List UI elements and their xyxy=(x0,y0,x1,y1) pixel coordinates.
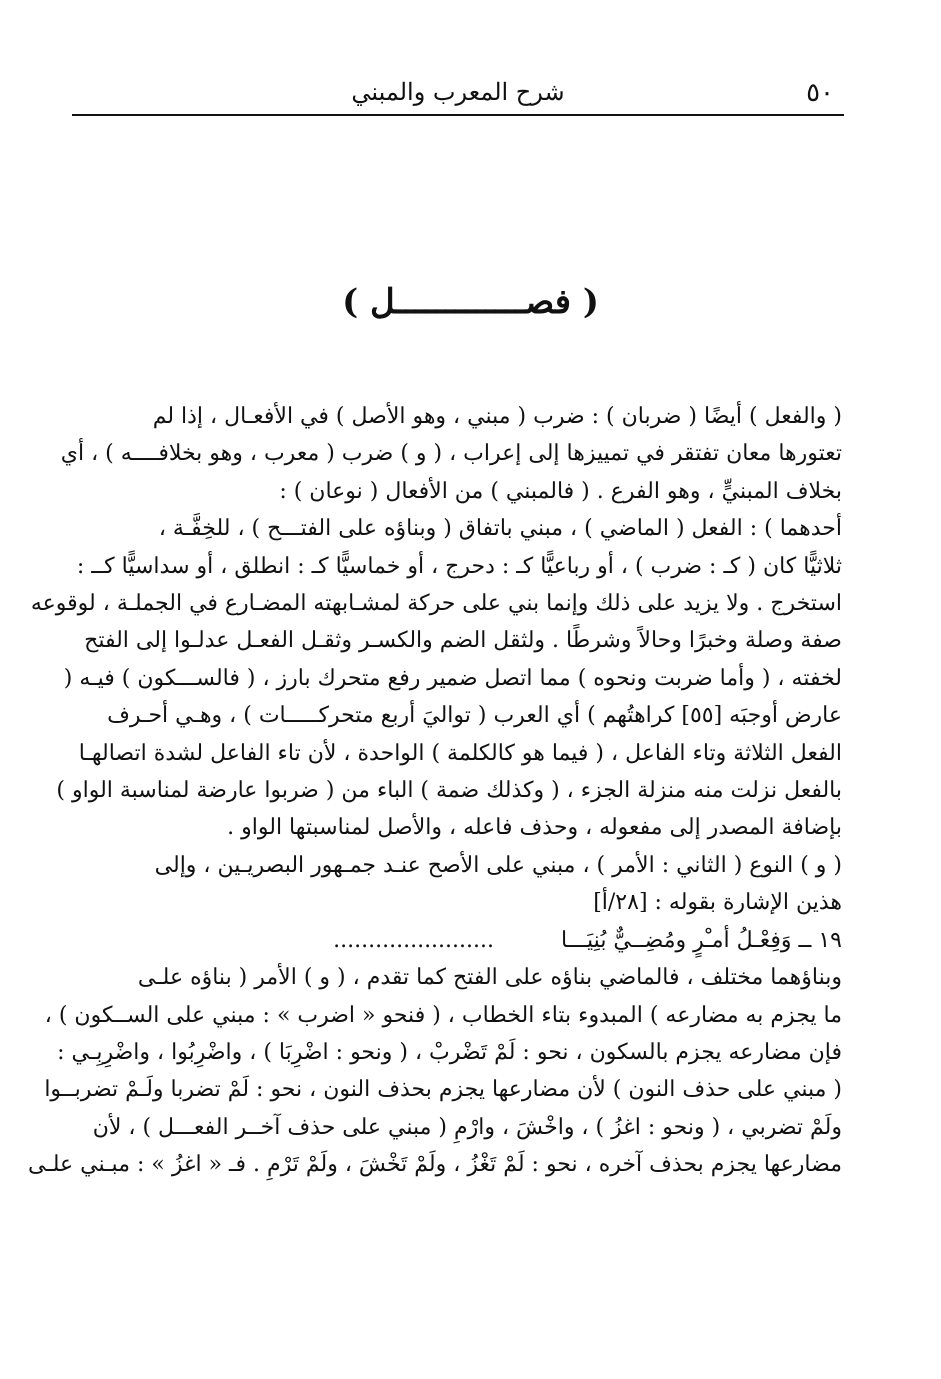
text-line: هذين الإشارة بقوله : [٢٨/أ] xyxy=(593,890,842,916)
text-line: بإضافة المصدر إلى مفعوله ، وحذف فاعله ، والأصل لمناسبتها الواو . xyxy=(227,815,842,841)
text-line: استخرج . ولا يزيد على ذلك وإنما بني على حركة لمشـابهته المضـارع في الجملـة ، لوقوعه xyxy=(30,591,842,617)
header-rule xyxy=(72,114,844,116)
text-line: ( مبني على حذف النون ) لأن مضارعها يجزم بحذف النون ، نحو : لَمْ تضربا ولَـمْ تضربــوا xyxy=(44,1077,842,1103)
text-line: أحدهما ) : الفعل ( الماضي ) ، مبني باتفاق ( وبناؤه على الفتـــح ) ، للخِفَّـة ، xyxy=(158,516,842,542)
text-line: ( والفعل ) أيضًا ( ضربان ) : ضرب ( مبني ، وهو الأصل ) في الأفعـال ، إذا لم xyxy=(152,404,842,429)
text-line: تعتورها معان تفتقر في تمييزها إلى إعراب ، ( و ) ضرب ( معرب ، وهو بخلافــــه ) ، أي xyxy=(60,441,842,467)
text-line: صفة وصلة وخبرًا وحالاً وشرطًا . ولثقل الضم والكسـر وثقـل الفعـل عدلـوا إلى الفتح xyxy=(84,628,842,654)
running-title: شرح المعرب والمبني xyxy=(351,78,565,106)
text-line: لخفته ، ( وأما ضربت ونحوه ) مما اتصل ضمير رفع متحرك بارز ، ( فالســـكون ) فيـه ( xyxy=(63,665,842,691)
body-text xyxy=(27,398,842,1184)
text-line: ولَمْ تضربي ، ( ونحو : اغزُ ) ، واخْشَ ، وارْمِ ( مبني على حذف آخــر الفعـــل ) ، لأن xyxy=(92,1114,842,1140)
text-line: وبناؤهما مختلف ، فالماضي بناؤه على الفتح كما تقدم ، ( و ) الأمر ( بناؤه علـى xyxy=(137,965,842,991)
page-number: ٥٠ xyxy=(806,78,834,108)
text-line: ثلاثيًّا كان ( كـ : ضرب ) ، أو رباعيًّا كـ : دحرج ، أو خماسيًّا كـ : انطلق ، أو سداسيًّا كــ : xyxy=(76,553,842,579)
poem-verse xyxy=(70,922,842,959)
page-header xyxy=(72,72,844,116)
text-line: فإن مضارعه يجزم بالسكون ، نحو : لَمْ تَضْربْ ، ( ونحو : اضْرِبَا ) ، واضْرِبُوا ، واضْرِبِـي : xyxy=(57,1039,842,1065)
text-line: الفعل الثلاثة وتاء الفاعل ، ( فيما هو كالكلمة ) الواحدة ، لأن تاء الفاعل لشدة اتصالهـا xyxy=(78,740,842,766)
text-line: بخلاف المبنيٍّ ، وهو الفرع . ( فالمبني ) من الأفعال ( نوعان ) : xyxy=(279,478,842,504)
text-line: ما يجزم به مضارعه ) المبدوء بتاء الخطاب ، ( فنحو « اضرب » : مبني على الســكون ) ، xyxy=(44,1002,842,1028)
section-heading: ( فصـــــــــــــل ) xyxy=(342,282,599,322)
verse-text: ١٩ ــ وَفِعْـلُ أمـْرٍ ومُضِــيٌّ بُنِيَـــا xyxy=(561,927,842,953)
text-line: عارض أوجبَه [٥٥] كراهتُهم ) أي العرب ( تواليَ أربع متحركـــــات ) ، وهـي أحـرف xyxy=(107,703,842,729)
text-line: مضارعها يجزم بحذف آخره ، نحو : لَمْ تَغْزُ ، ولَمْ تَخْشَ ، ولَمْ تَرْمِ . فـ « اغزُ » : مبـني علـى xyxy=(27,1152,842,1178)
text-line: ( و ) النوع ( الثاني : الأمر ) ، مبني على الأصح عنـد جمـهور البصريـين ، وإلى xyxy=(154,852,842,878)
text-line: بالفعل نزلت منه منزلة الجزء ، ( وكذلك ضمة ) الباء من ( ضربوا عارضة لمناسبة الواو ) xyxy=(56,778,842,804)
verse-dots: ....................... xyxy=(333,927,494,953)
